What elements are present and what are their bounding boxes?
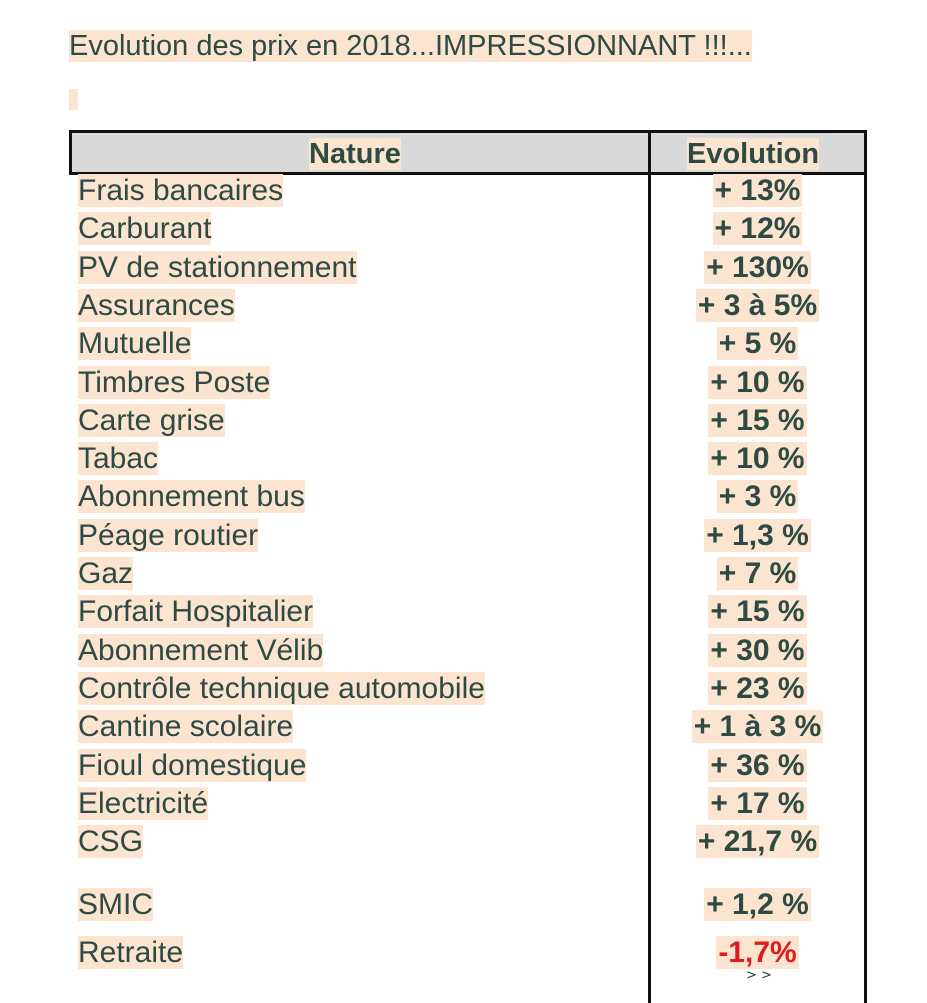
table-row [69, 785, 867, 823]
nature-cell [78, 402, 225, 440]
nature-label: Gaz [78, 557, 134, 590]
nature-cell [78, 670, 485, 708]
table-row [69, 593, 867, 631]
header-evolution: Evolution [687, 138, 820, 170]
evolution-cell [651, 364, 864, 402]
table-row [69, 555, 867, 593]
evolution-value: + 1,2 % [706, 888, 809, 921]
empty-highlight-mark [69, 89, 78, 110]
nature-cell [78, 517, 258, 555]
nature-label: Timbres Poste [78, 365, 271, 399]
table-row [69, 934, 867, 972]
nature-cell [78, 210, 211, 248]
nature-label: Contrôle technique automobile [78, 671, 485, 705]
nature-label: Mutuelle [78, 327, 192, 361]
nature-label: Carburant [78, 212, 212, 246]
evolution-value: + 12% [714, 212, 801, 246]
table-header [69, 130, 867, 175]
evolution-value: + 15 % [710, 403, 805, 437]
nature-label: Péage routier [78, 518, 259, 552]
nature-label: PV de stationnement [78, 250, 357, 284]
evolution-value: + 10 % [710, 365, 805, 399]
evolution-cell [651, 823, 864, 861]
nature-label: Abonnement bus [78, 480, 305, 514]
evolution-value: + 10 % [710, 442, 805, 476]
nature-cell [78, 249, 357, 287]
evolution-value: + 23 % [710, 671, 805, 705]
nature-cell [78, 364, 270, 402]
evolution-cell [651, 287, 864, 325]
evolution-cell [651, 249, 864, 287]
footer-note: > > [746, 968, 772, 983]
nature-cell [78, 440, 158, 478]
table-row [69, 747, 867, 785]
evolution-value: + 130% [706, 250, 809, 284]
table-row [69, 210, 867, 248]
price-table [69, 130, 867, 1003]
nature-cell [78, 287, 235, 325]
evolution-cell [651, 325, 864, 363]
nature-cell [78, 555, 133, 593]
table-row [69, 886, 867, 924]
nature-label: Carte grise [78, 403, 225, 437]
table-row [69, 670, 867, 708]
evolution-cell [651, 886, 864, 924]
table-row [69, 440, 867, 478]
evolution-cell [651, 632, 864, 670]
nature-cell [78, 747, 306, 785]
nature-label: Tabac [78, 442, 159, 476]
evolution-cell [651, 708, 864, 746]
nature-cell [78, 172, 283, 210]
evolution-cell [651, 593, 864, 631]
evolution-value: + 36 % [710, 748, 805, 782]
table-row [69, 172, 867, 210]
evolution-cell [651, 440, 864, 478]
nature-cell [78, 632, 323, 670]
evolution-cell [651, 172, 864, 210]
table-row [69, 823, 867, 861]
evolution-value: + 3 % [718, 480, 797, 514]
evolution-cell [651, 478, 864, 516]
nature-label: Assurances [78, 288, 235, 322]
nature-label: Frais bancaires [78, 174, 284, 207]
evolution-cell [651, 747, 864, 785]
nature-label: Retraite [78, 936, 184, 969]
evolution-cell [651, 210, 864, 248]
table-row [69, 364, 867, 402]
evolution-value: + 3 à 5% [697, 288, 818, 322]
evolution-cell [651, 934, 864, 972]
nature-label: Cantine scolaire [78, 710, 294, 744]
nature-cell [78, 823, 143, 861]
evolution-value: -1,7% [718, 936, 797, 969]
header-nature: Nature [309, 138, 401, 170]
nature-label: Fioul domestique [78, 748, 307, 782]
evolution-cell [651, 517, 864, 555]
evolution-cell [651, 785, 864, 823]
evolution-value: + 17 % [710, 786, 805, 820]
nature-label: Abonnement Vélib [78, 633, 324, 667]
nature-cell [78, 708, 293, 746]
nature-cell [78, 785, 208, 823]
nature-label: SMIC [78, 888, 153, 921]
nature-cell [78, 593, 313, 631]
table-row [69, 517, 867, 555]
table-row [69, 402, 867, 440]
evolution-value: + 1 à 3 % [693, 710, 822, 744]
nature-label: CSG [78, 825, 144, 859]
nature-label: Electricité [78, 786, 209, 820]
page-title: Evolution des prix en 2018...IMPRESSIONNANT !!!... [69, 30, 752, 62]
left-border [69, 130, 72, 175]
evolution-cell [651, 670, 864, 708]
evolution-value: + 30 % [710, 633, 805, 667]
nature-cell [78, 478, 305, 516]
evolution-value: + 7 % [718, 557, 797, 590]
table-row [69, 287, 867, 325]
table-row [69, 478, 867, 516]
evolution-value: + 1,3 % [706, 518, 809, 552]
evolution-cell [651, 555, 864, 593]
table-row [69, 708, 867, 746]
evolution-value: + 13% [714, 174, 801, 207]
nature-cell [78, 934, 183, 972]
evolution-value: + 5 % [718, 327, 797, 361]
evolution-value: + 21,7 % [697, 825, 818, 859]
evolution-value: + 15 % [710, 595, 805, 629]
evolution-cell [651, 402, 864, 440]
table-row [69, 249, 867, 287]
nature-label: Forfait Hospitalier [78, 595, 314, 629]
nature-cell [78, 886, 153, 924]
table-row [69, 325, 867, 363]
nature-cell [78, 325, 191, 363]
table-row [69, 632, 867, 670]
